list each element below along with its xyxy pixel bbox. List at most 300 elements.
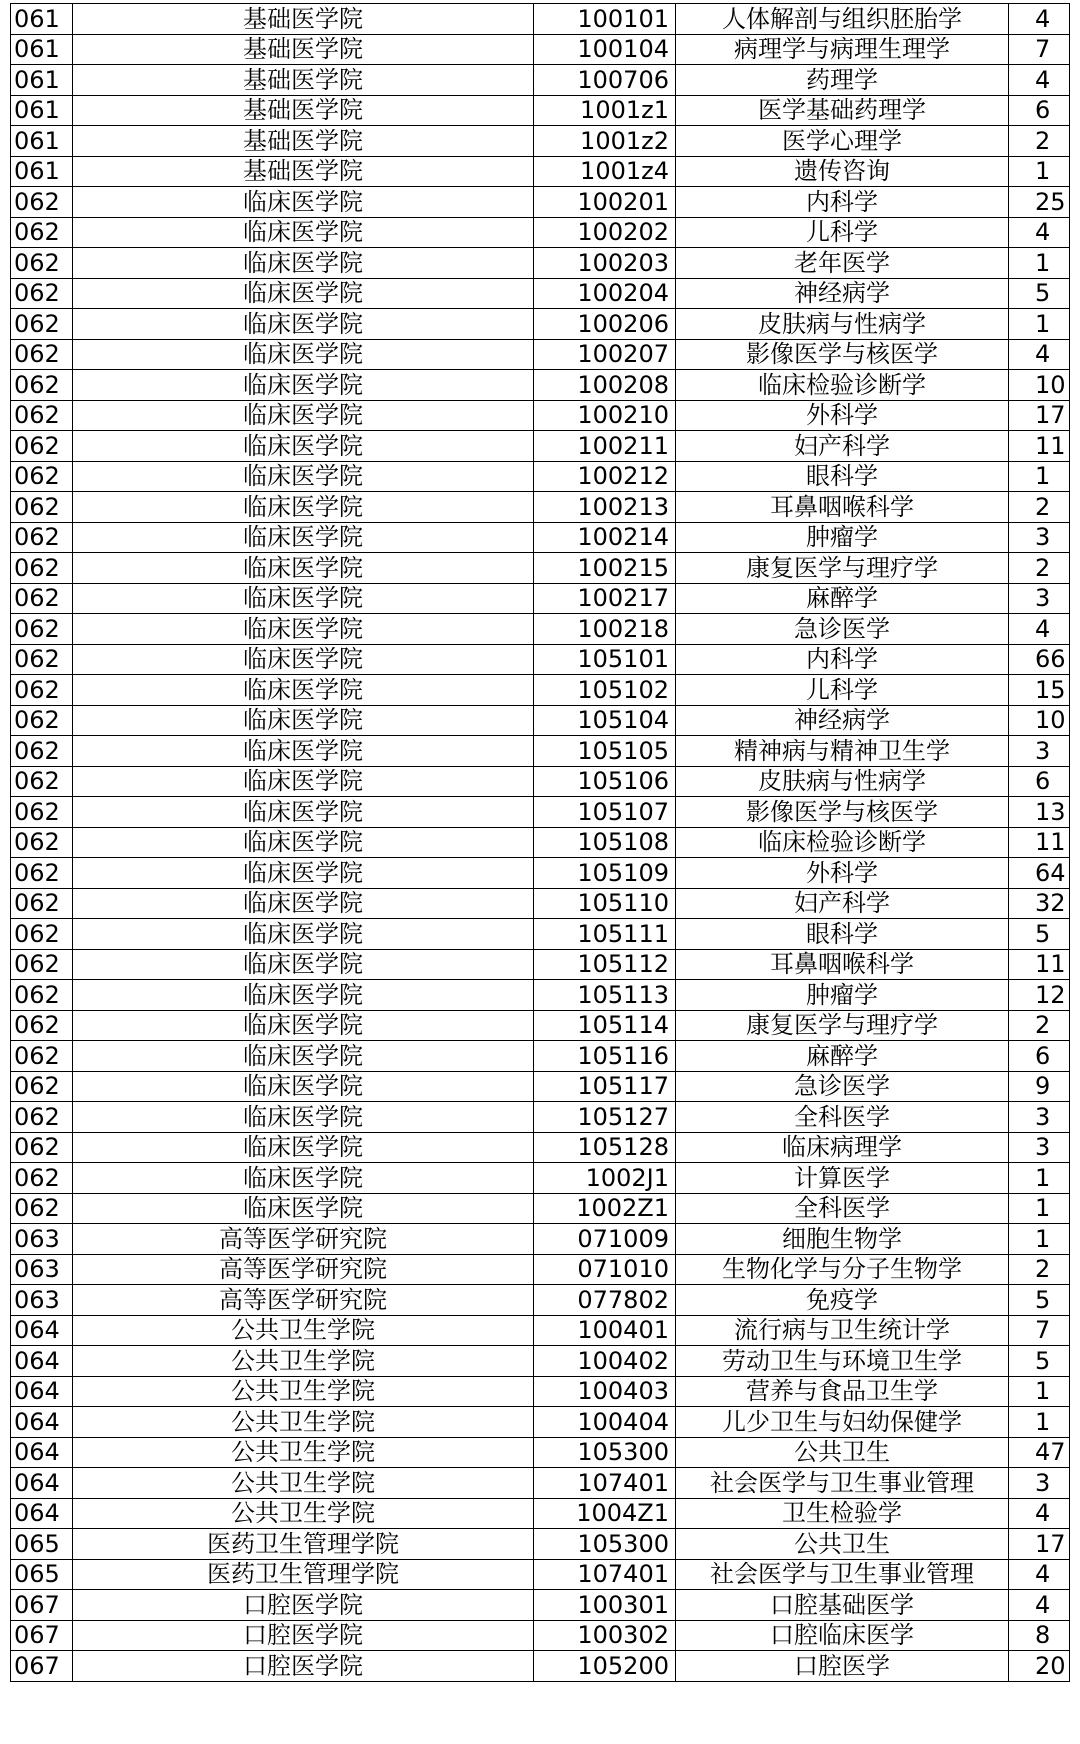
count-cell: 4: [1009, 339, 1070, 370]
major-code-cell: 105117: [534, 1071, 676, 1102]
count-cell: 4: [1009, 1590, 1070, 1621]
major-code-cell: 1004Z1: [534, 1498, 676, 1529]
major-code-cell: 105106: [534, 766, 676, 797]
table-row: [11, 248, 1070, 279]
count-cell: 11: [1009, 431, 1070, 462]
major-code-cell: 100301: [534, 1590, 676, 1621]
college-code-cell: 062: [11, 949, 73, 980]
major-code-cell: 107401: [534, 1468, 676, 1499]
table-row: [11, 1132, 1070, 1163]
college-code-cell: 062: [11, 675, 73, 706]
college-name-cell: 基础医学院: [73, 65, 534, 96]
major-code-cell: 1001z1: [534, 95, 676, 126]
major-name-cell: 耳鼻咽喉科学: [676, 949, 1009, 980]
count-cell: 1: [1009, 156, 1070, 187]
college-code-cell: 062: [11, 1163, 73, 1194]
major-code-cell: 071009: [534, 1224, 676, 1255]
major-name-cell: 口腔医学: [676, 1651, 1009, 1682]
college-code-cell: 065: [11, 1559, 73, 1590]
major-code-cell: 1002J1: [534, 1163, 676, 1194]
major-name-cell: 口腔基础医学: [676, 1590, 1009, 1621]
college-name-cell: 医药卫生管理学院: [73, 1559, 534, 1590]
college-name-cell: 临床医学院: [73, 1041, 534, 1072]
major-code-cell: 100402: [534, 1346, 676, 1377]
count-cell: 11: [1009, 949, 1070, 980]
table-row: [11, 705, 1070, 736]
college-name-cell: 医药卫生管理学院: [73, 1529, 534, 1560]
count-cell: 2: [1009, 1010, 1070, 1041]
college-name-cell: 口腔医学院: [73, 1590, 534, 1621]
major-code-cell: 100401: [534, 1315, 676, 1346]
major-code-cell: 100201: [534, 187, 676, 218]
major-name-cell: 全科医学: [676, 1193, 1009, 1224]
college-code-cell: 061: [11, 126, 73, 157]
table-row: [11, 1559, 1070, 1590]
table-row: [11, 1010, 1070, 1041]
major-code-cell: 105101: [534, 644, 676, 675]
count-cell: 32: [1009, 888, 1070, 919]
college-name-cell: 临床医学院: [73, 522, 534, 553]
college-name-cell: 高等医学研究院: [73, 1285, 534, 1316]
count-cell: 3: [1009, 1102, 1070, 1133]
major-code-cell: 105104: [534, 705, 676, 736]
college-code-cell: 062: [11, 827, 73, 858]
major-code-cell: 1001z4: [534, 156, 676, 187]
major-name-cell: 影像医学与核医学: [676, 797, 1009, 828]
major-name-cell: 药理学: [676, 65, 1009, 96]
college-name-cell: 高等医学研究院: [73, 1224, 534, 1255]
count-cell: 4: [1009, 4, 1070, 35]
major-name-cell: 急诊医学: [676, 1071, 1009, 1102]
table-row: [11, 797, 1070, 828]
count-cell: 5: [1009, 1346, 1070, 1377]
table-row: [11, 1224, 1070, 1255]
major-name-cell: 公共卫生: [676, 1437, 1009, 1468]
college-name-cell: 临床医学院: [73, 339, 534, 370]
major-name-cell: 肿瘤学: [676, 522, 1009, 553]
table-row: [11, 583, 1070, 614]
table-row: [11, 1315, 1070, 1346]
major-name-cell: 流行病与卫生统计学: [676, 1315, 1009, 1346]
major-name-cell: 公共卫生: [676, 1529, 1009, 1560]
major-name-cell: 医学心理学: [676, 126, 1009, 157]
college-code-cell: 064: [11, 1315, 73, 1346]
major-code-cell: 100217: [534, 583, 676, 614]
major-name-cell: 神经病学: [676, 705, 1009, 736]
table-row: [11, 492, 1070, 523]
count-cell: 5: [1009, 278, 1070, 309]
major-code-cell: 100404: [534, 1407, 676, 1438]
major-name-cell: 生物化学与分子生物学: [676, 1254, 1009, 1285]
college-name-cell: 临床医学院: [73, 1102, 534, 1133]
college-name-cell: 基础医学院: [73, 156, 534, 187]
count-cell: 13: [1009, 797, 1070, 828]
college-code-cell: 062: [11, 644, 73, 675]
count-cell: 6: [1009, 766, 1070, 797]
college-code-cell: 062: [11, 339, 73, 370]
count-cell: 2: [1009, 492, 1070, 523]
college-name-cell: 临床医学院: [73, 492, 534, 523]
college-code-cell: 063: [11, 1285, 73, 1316]
major-name-cell: 眼科学: [676, 919, 1009, 950]
table-row: [11, 949, 1070, 980]
college-name-cell: 临床医学院: [73, 400, 534, 431]
table-row: [11, 156, 1070, 187]
table-body: [11, 4, 1070, 1682]
college-code-cell: 062: [11, 431, 73, 462]
count-cell: 5: [1009, 1285, 1070, 1316]
table-row: [11, 736, 1070, 767]
table-row: [11, 980, 1070, 1011]
major-name-cell: 耳鼻咽喉科学: [676, 492, 1009, 523]
major-name-cell: 免疫学: [676, 1285, 1009, 1316]
major-code-cell: 100213: [534, 492, 676, 523]
major-code-cell: 1001z2: [534, 126, 676, 157]
college-name-cell: 临床医学院: [73, 1010, 534, 1041]
college-name-cell: 基础医学院: [73, 34, 534, 65]
count-cell: 17: [1009, 400, 1070, 431]
college-code-cell: 065: [11, 1529, 73, 1560]
college-code-cell: 061: [11, 156, 73, 187]
table-row: [11, 65, 1070, 96]
count-cell: 9: [1009, 1071, 1070, 1102]
table-row: [11, 675, 1070, 706]
major-name-cell: 影像医学与核医学: [676, 339, 1009, 370]
major-name-cell: 康复医学与理疗学: [676, 1010, 1009, 1041]
college-code-cell: 062: [11, 888, 73, 919]
major-name-cell: 内科学: [676, 187, 1009, 218]
college-name-cell: 公共卫生学院: [73, 1468, 534, 1499]
count-cell: 4: [1009, 65, 1070, 96]
count-cell: 1: [1009, 309, 1070, 340]
table-row: [11, 1163, 1070, 1194]
major-code-cell: 100214: [534, 522, 676, 553]
college-name-cell: 临床医学院: [73, 1193, 534, 1224]
college-code-cell: 067: [11, 1620, 73, 1651]
major-name-cell: 急诊医学: [676, 614, 1009, 645]
major-code-cell: 100207: [534, 339, 676, 370]
table-row: [11, 217, 1070, 248]
table-row: [11, 1590, 1070, 1621]
college-code-cell: 062: [11, 187, 73, 218]
table-row: [11, 1529, 1070, 1560]
count-cell: 10: [1009, 370, 1070, 401]
college-name-cell: 临床医学院: [73, 461, 534, 492]
count-cell: 1: [1009, 1193, 1070, 1224]
college-code-cell: 062: [11, 1132, 73, 1163]
major-code-cell: 105114: [534, 1010, 676, 1041]
college-name-cell: 口腔医学院: [73, 1620, 534, 1651]
count-cell: 17: [1009, 1529, 1070, 1560]
table-row: [11, 461, 1070, 492]
major-name-cell: 内科学: [676, 644, 1009, 675]
college-code-cell: 062: [11, 248, 73, 279]
table-row: [11, 34, 1070, 65]
table-row: [11, 278, 1070, 309]
college-name-cell: 临床医学院: [73, 797, 534, 828]
college-code-cell: 067: [11, 1651, 73, 1682]
college-name-cell: 临床医学院: [73, 766, 534, 797]
table-row: [11, 919, 1070, 950]
college-name-cell: 临床医学院: [73, 1163, 534, 1194]
count-cell: 2: [1009, 553, 1070, 584]
major-name-cell: 妇产科学: [676, 888, 1009, 919]
major-code-cell: 105107: [534, 797, 676, 828]
major-code-cell: 105109: [534, 858, 676, 889]
major-name-cell: 医学基础药理学: [676, 95, 1009, 126]
table-row: [11, 644, 1070, 675]
college-name-cell: 临床医学院: [73, 187, 534, 218]
college-name-cell: 公共卫生学院: [73, 1346, 534, 1377]
college-name-cell: 临床医学院: [73, 827, 534, 858]
count-cell: 6: [1009, 95, 1070, 126]
college-code-cell: 062: [11, 1102, 73, 1133]
table-row: [11, 95, 1070, 126]
college-code-cell: 064: [11, 1346, 73, 1377]
count-cell: 2: [1009, 126, 1070, 157]
major-code-cell: 105127: [534, 1102, 676, 1133]
count-cell: 3: [1009, 583, 1070, 614]
count-cell: 1: [1009, 461, 1070, 492]
table-row: [11, 1346, 1070, 1377]
college-code-cell: 061: [11, 34, 73, 65]
college-name-cell: 临床医学院: [73, 431, 534, 462]
major-code-cell: 1002Z1: [534, 1193, 676, 1224]
count-cell: 4: [1009, 614, 1070, 645]
major-name-cell: 儿科学: [676, 675, 1009, 706]
major-name-cell: 外科学: [676, 858, 1009, 889]
major-name-cell: 计算医学: [676, 1163, 1009, 1194]
major-code-cell: 105102: [534, 675, 676, 706]
table-row: [11, 370, 1070, 401]
major-name-cell: 儿少卫生与妇幼保健学: [676, 1407, 1009, 1438]
major-name-cell: 劳动卫生与环境卫生学: [676, 1346, 1009, 1377]
college-code-cell: 062: [11, 919, 73, 950]
college-name-cell: 临床医学院: [73, 919, 534, 950]
major-code-cell: 071010: [534, 1254, 676, 1285]
table-row: [11, 888, 1070, 919]
major-name-cell: 遗传咨询: [676, 156, 1009, 187]
table-row: [11, 1193, 1070, 1224]
college-code-cell: 062: [11, 858, 73, 889]
count-cell: 64: [1009, 858, 1070, 889]
count-cell: 66: [1009, 644, 1070, 675]
college-name-cell: 基础医学院: [73, 126, 534, 157]
count-cell: 8: [1009, 1620, 1070, 1651]
major-code-cell: 105300: [534, 1529, 676, 1560]
major-code-cell: 100203: [534, 248, 676, 279]
count-cell: 3: [1009, 1132, 1070, 1163]
college-name-cell: 临床医学院: [73, 309, 534, 340]
college-code-cell: 062: [11, 705, 73, 736]
college-name-cell: 口腔医学院: [73, 1651, 534, 1682]
major-name-cell: 临床检验诊断学: [676, 827, 1009, 858]
college-name-cell: 高等医学研究院: [73, 1254, 534, 1285]
count-cell: 3: [1009, 736, 1070, 767]
major-code-cell: 100215: [534, 553, 676, 584]
table-row: [11, 1407, 1070, 1438]
college-name-cell: 公共卫生学院: [73, 1407, 534, 1438]
major-name-cell: 病理学与病理生理学: [676, 34, 1009, 65]
table-row: [11, 1254, 1070, 1285]
table-row: [11, 1468, 1070, 1499]
table-row: [11, 522, 1070, 553]
count-cell: 25: [1009, 187, 1070, 218]
major-code-cell: 100202: [534, 217, 676, 248]
table-row: [11, 858, 1070, 889]
college-code-cell: 061: [11, 95, 73, 126]
count-cell: 20: [1009, 1651, 1070, 1682]
college-name-cell: 临床医学院: [73, 553, 534, 584]
college-code-cell: 062: [11, 492, 73, 523]
college-name-cell: 临床医学院: [73, 370, 534, 401]
major-code-cell: 100218: [534, 614, 676, 645]
table-row: [11, 4, 1070, 35]
enrollment-table: [10, 3, 1070, 1682]
college-name-cell: 基础医学院: [73, 4, 534, 35]
major-name-cell: 皮肤病与性病学: [676, 309, 1009, 340]
table-row: [11, 827, 1070, 858]
college-name-cell: 临床医学院: [73, 888, 534, 919]
college-name-cell: 公共卫生学院: [73, 1437, 534, 1468]
college-name-cell: 临床医学院: [73, 278, 534, 309]
table-row: [11, 1285, 1070, 1316]
table-row: [11, 1376, 1070, 1407]
major-name-cell: 眼科学: [676, 461, 1009, 492]
count-cell: 1: [1009, 1407, 1070, 1438]
major-name-cell: 营养与食品卫生学: [676, 1376, 1009, 1407]
major-code-cell: 077802: [534, 1285, 676, 1316]
count-cell: 3: [1009, 1468, 1070, 1499]
college-name-cell: 临床医学院: [73, 980, 534, 1011]
table-row: [11, 431, 1070, 462]
major-name-cell: 社会医学与卫生事业管理: [676, 1559, 1009, 1590]
major-code-cell: 100104: [534, 34, 676, 65]
college-code-cell: 064: [11, 1468, 73, 1499]
major-code-cell: 100206: [534, 309, 676, 340]
major-name-cell: 麻醉学: [676, 1041, 1009, 1072]
college-code-cell: 063: [11, 1224, 73, 1255]
major-name-cell: 康复医学与理疗学: [676, 553, 1009, 584]
college-code-cell: 061: [11, 4, 73, 35]
table-row: [11, 1620, 1070, 1651]
count-cell: 1: [1009, 1376, 1070, 1407]
college-code-cell: 062: [11, 614, 73, 645]
major-name-cell: 全科医学: [676, 1102, 1009, 1133]
major-code-cell: 100212: [534, 461, 676, 492]
college-code-cell: 062: [11, 766, 73, 797]
count-cell: 12: [1009, 980, 1070, 1011]
major-name-cell: 妇产科学: [676, 431, 1009, 462]
college-code-cell: 062: [11, 553, 73, 584]
college-name-cell: 临床医学院: [73, 675, 534, 706]
major-code-cell: 105112: [534, 949, 676, 980]
major-code-cell: 100706: [534, 65, 676, 96]
college-code-cell: 062: [11, 400, 73, 431]
college-name-cell: 临床医学院: [73, 644, 534, 675]
college-name-cell: 临床医学院: [73, 1132, 534, 1163]
count-cell: 1: [1009, 248, 1070, 279]
major-name-cell: 麻醉学: [676, 583, 1009, 614]
major-name-cell: 老年医学: [676, 248, 1009, 279]
major-name-cell: 临床病理学: [676, 1132, 1009, 1163]
college-name-cell: 临床医学院: [73, 583, 534, 614]
major-name-cell: 肿瘤学: [676, 980, 1009, 1011]
major-code-cell: 105128: [534, 1132, 676, 1163]
major-code-cell: 105105: [534, 736, 676, 767]
table-row: [11, 1041, 1070, 1072]
college-code-cell: 064: [11, 1498, 73, 1529]
major-name-cell: 社会医学与卫生事业管理: [676, 1468, 1009, 1499]
college-name-cell: 临床医学院: [73, 248, 534, 279]
college-code-cell: 067: [11, 1590, 73, 1621]
major-name-cell: 人体解剖与组织胚胎学: [676, 4, 1009, 35]
college-code-cell: 064: [11, 1376, 73, 1407]
major-code-cell: 100210: [534, 400, 676, 431]
major-code-cell: 105116: [534, 1041, 676, 1072]
college-name-cell: 基础医学院: [73, 95, 534, 126]
count-cell: 7: [1009, 34, 1070, 65]
college-name-cell: 临床医学院: [73, 736, 534, 767]
major-code-cell: 100211: [534, 431, 676, 462]
table-row: [11, 400, 1070, 431]
college-code-cell: 062: [11, 1010, 73, 1041]
college-code-cell: 064: [11, 1437, 73, 1468]
major-code-cell: 100204: [534, 278, 676, 309]
college-code-cell: 062: [11, 309, 73, 340]
college-code-cell: 062: [11, 1071, 73, 1102]
count-cell: 4: [1009, 1498, 1070, 1529]
count-cell: 6: [1009, 1041, 1070, 1072]
table-row: [11, 1071, 1070, 1102]
table-row: [11, 614, 1070, 645]
college-code-cell: 062: [11, 583, 73, 614]
college-code-cell: 061: [11, 65, 73, 96]
major-name-cell: 口腔临床医学: [676, 1620, 1009, 1651]
major-code-cell: 100403: [534, 1376, 676, 1407]
college-code-cell: 063: [11, 1254, 73, 1285]
college-code-cell: 062: [11, 522, 73, 553]
major-code-cell: 107401: [534, 1559, 676, 1590]
major-code-cell: 105200: [534, 1651, 676, 1682]
count-cell: 47: [1009, 1437, 1070, 1468]
table-row: [11, 1651, 1070, 1682]
college-name-cell: 临床医学院: [73, 1071, 534, 1102]
major-name-cell: 外科学: [676, 400, 1009, 431]
count-cell: 1: [1009, 1163, 1070, 1194]
count-cell: 1: [1009, 1224, 1070, 1255]
college-code-cell: 062: [11, 461, 73, 492]
college-code-cell: 062: [11, 980, 73, 1011]
college-code-cell: 062: [11, 1041, 73, 1072]
major-code-cell: 100302: [534, 1620, 676, 1651]
college-code-cell: 062: [11, 1193, 73, 1224]
count-cell: 4: [1009, 1559, 1070, 1590]
college-name-cell: 临床医学院: [73, 858, 534, 889]
count-cell: 2: [1009, 1254, 1070, 1285]
major-code-cell: 105300: [534, 1437, 676, 1468]
major-code-cell: 105110: [534, 888, 676, 919]
table-row: [11, 309, 1070, 340]
college-code-cell: 062: [11, 797, 73, 828]
college-name-cell: 临床医学院: [73, 705, 534, 736]
major-name-cell: 精神病与精神卫生学: [676, 736, 1009, 767]
table-row: [11, 1437, 1070, 1468]
count-cell: 10: [1009, 705, 1070, 736]
college-code-cell: 062: [11, 217, 73, 248]
table-row: [11, 339, 1070, 370]
table-row: [11, 1498, 1070, 1529]
